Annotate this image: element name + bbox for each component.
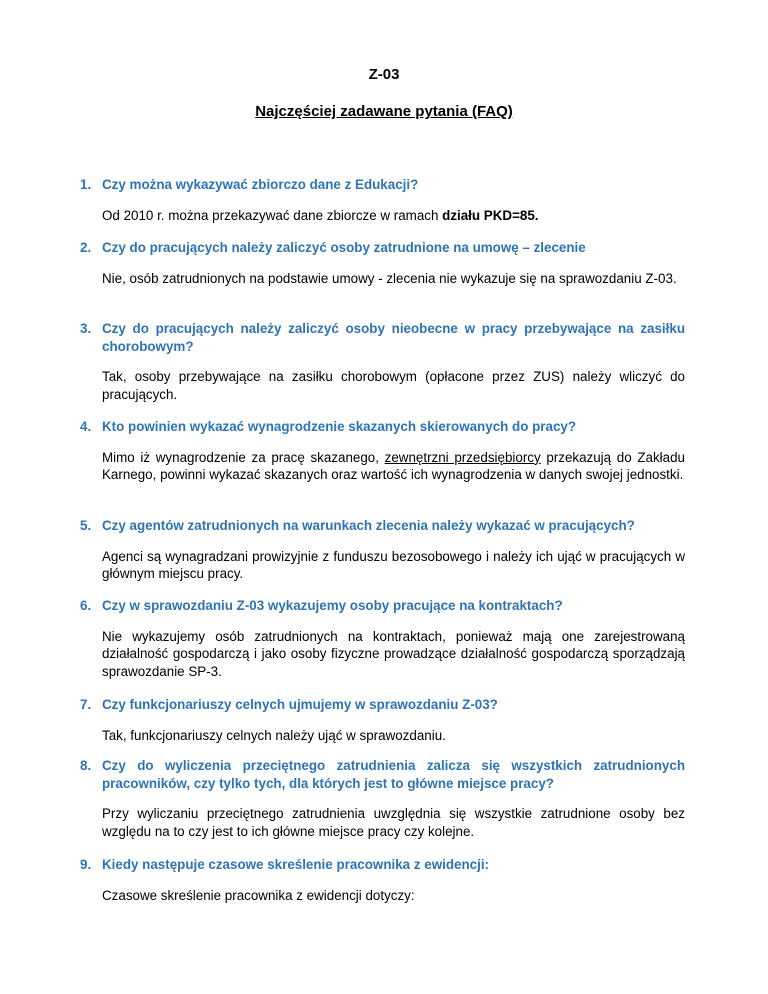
- faq-number: 2.: [80, 240, 92, 255]
- faq-number: 1.: [80, 177, 92, 192]
- faq-question: [80, 597, 685, 615]
- faq-question: [80, 320, 685, 355]
- faq-answer: Nie wykazujemy osób zatrudnionych na kontraktach, ponieważ mają one zarejestrowaną działalność gospodarczą i jako osoby fizyczne prowadzące działalność gospodarczą sporządzają sprawozdanie SP-3.: [102, 628, 685, 679]
- faq-item-3: [80, 320, 685, 403]
- faq-item-1: [80, 176, 685, 224]
- faq-item-2: [80, 239, 685, 287]
- faq-question-text: Czy funkcjonariuszy celnych ujmujemy w sprawozdaniu Z-03?: [102, 697, 498, 712]
- faq-item-5: [80, 517, 685, 583]
- faq-number: 5.: [80, 518, 92, 533]
- faq-question-text: Kiedy następuje czasowe skreślenie pracownika z ewidencji:: [102, 857, 489, 872]
- faq-number: 6.: [80, 598, 92, 613]
- faq-answer: Czasowe skreślenie pracownika z ewidencji dotyczy:: [102, 887, 415, 903]
- faq-item-8: [80, 757, 685, 840]
- faq-item-4: [80, 418, 685, 484]
- faq-answer: [102, 207, 685, 225]
- faq-answer: Tak, funkcjonariuszy celnych należy ująć w sprawozdaniu.: [102, 727, 446, 743]
- faq-item-7: [80, 696, 685, 744]
- faq-question-text: Czy do pracujących należy zaliczyć osoby nieobecne w pracy przebywające na zasiłku chorobowym?: [102, 321, 685, 354]
- faq-question-text: Czy agentów zatrudnionych na warunkach zlecenia należy wykazać w pracujących?: [102, 518, 635, 533]
- faq-answer-text: Od 2010 r. można przekazywać dane zbiorcze w ramach: [102, 207, 443, 223]
- faq-question: [80, 856, 685, 874]
- faq-item-6: [80, 597, 685, 680]
- faq-number: 7.: [80, 697, 92, 712]
- faq-question: [80, 176, 685, 194]
- faq-answer-text: Mimo iż wynagrodzenie za pracę skazanego,: [102, 449, 385, 465]
- faq-answer: Nie, osób zatrudnionych na podstawie umowy - zlecenia nie wykazuje się na sprawozdaniu Z-03.: [102, 270, 677, 286]
- document-title: Najczęściej zadawane pytania (FAQ): [255, 103, 513, 120]
- faq-question: [80, 757, 685, 792]
- faq-answer-text-end: przekazują do Zakładu Karnego, powinni wykazać skazanych oraz wartość ich wynagrodzenia w danych swojej jednostki.: [102, 449, 685, 482]
- faq-answer: Tak, osoby przebywające na zasiłku chorobowym (opłacone przez ZUS) należy wliczyć do pracujących.: [102, 369, 685, 402]
- faq-number: 8.: [80, 758, 92, 773]
- faq-answer: Agenci są wynagradzani prowizyjnie z funduszu bezosobowego i należy ich ująć w pracujących w głównym miejscu pracy.: [102, 548, 685, 581]
- faq-question: [80, 239, 685, 257]
- faq-answer-underlined: zewnętrzni przedsiębiorcy: [384, 449, 541, 465]
- faq-answer-bold: działu PKD=85.: [442, 207, 539, 223]
- faq-answer: Przy wyliczaniu przeciętnego zatrudnienia uwzględnia się wszystkie zatrudnione osoby bez względu na to czy jest to ich główne miejsce pracy czy kolejne.: [102, 806, 685, 839]
- faq-number: 4.: [80, 419, 92, 434]
- faq-question-text: Czy do pracujących należy zaliczyć osoby zatrudnione na umowę – zlecenie: [102, 240, 586, 255]
- faq-number: 3.: [80, 321, 92, 336]
- faq-question: [80, 696, 685, 714]
- faq-question-text: Kto powinien wykazać wynagrodzenie skazanych skierowanych do pracy?: [102, 419, 577, 434]
- faq-number: 9.: [80, 857, 92, 872]
- faq-question: [80, 418, 685, 436]
- faq-question-text: Czy w sprawozdaniu Z-03 wykazujemy osoby pracujące na kontraktach?: [102, 598, 563, 613]
- faq-question: [80, 517, 685, 535]
- faq-item-9: [80, 856, 685, 904]
- faq-question-text: Czy można wykazywać zbiorczo dane z Edukacji?: [102, 177, 419, 192]
- faq-answer: [102, 449, 685, 484]
- faq-question-text: Czy do wyliczenia przeciętnego zatrudnienia zalicza się wszystkich zatrudnionych pracowników, czy tylko tych, dla których jest to główne miejsce pracy?: [102, 758, 685, 791]
- document-code: Z-03: [368, 66, 400, 83]
